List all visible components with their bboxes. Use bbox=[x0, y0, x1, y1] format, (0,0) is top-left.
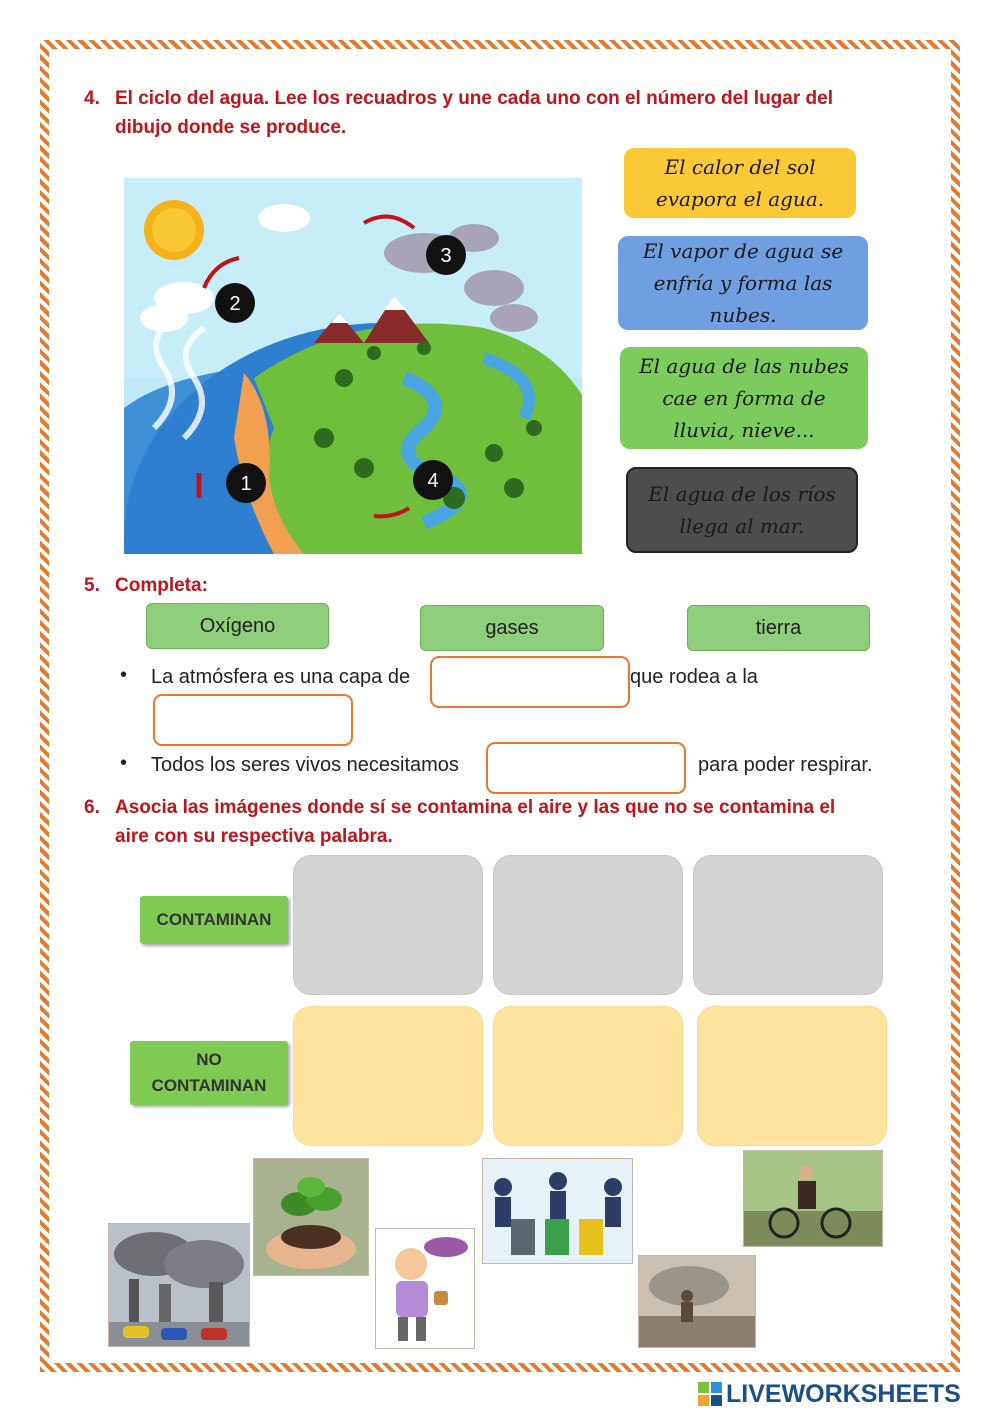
svg-text:1: 1 bbox=[240, 473, 252, 495]
drop-slot-no-contaminan-3[interactable] bbox=[697, 1006, 887, 1146]
svg-text:4: 4 bbox=[427, 470, 439, 492]
brand-logo bbox=[698, 1380, 961, 1408]
label-no-line2: CONTAMINAN bbox=[151, 1076, 267, 1095]
image-burning-trash[interactable] bbox=[638, 1255, 756, 1348]
card-precipitation[interactable] bbox=[620, 347, 868, 449]
image-cyclist[interactable] bbox=[743, 1150, 883, 1247]
svg-text:2: 2 bbox=[229, 293, 241, 315]
q6-line2: aire con su respectiva palabra. bbox=[115, 826, 393, 847]
image-recycling-bins[interactable] bbox=[482, 1158, 633, 1264]
drop-slot-contaminan-1[interactable] bbox=[293, 855, 483, 995]
card-runoff-text: El agua de los ríos llega al mar. bbox=[648, 482, 836, 538]
image-factory-smog[interactable] bbox=[108, 1223, 250, 1347]
card-runoff[interactable] bbox=[626, 467, 858, 553]
q6-number: 6. bbox=[84, 797, 100, 818]
liveworksheets-icon bbox=[698, 1382, 722, 1406]
bullet-1: • bbox=[120, 664, 128, 686]
card-condensation-text: El vapor de agua se enfría y forma las nubes. bbox=[642, 239, 844, 327]
q4-number: 4. bbox=[84, 88, 100, 109]
q5-number: 5. bbox=[84, 575, 100, 596]
card-condensation[interactable] bbox=[618, 236, 868, 330]
q6-line1: Asocia las imágenes donde sí se contamina el aire y las que no se contamina el bbox=[115, 797, 836, 818]
sentence1-part1: La atmósfera es una capa de bbox=[151, 666, 411, 688]
card-evaporation-text: El calor del sol evapora el agua. bbox=[655, 155, 825, 211]
sentence1-part2: que rodea a la bbox=[630, 666, 758, 688]
water-cycle-diagram bbox=[124, 178, 582, 554]
chip-gases[interactable]: gases bbox=[420, 605, 604, 651]
label-no-contaminan bbox=[130, 1041, 288, 1105]
q5-heading: Completa: bbox=[115, 575, 208, 596]
q4-line2: dibujo donde se produce. bbox=[115, 117, 347, 138]
q5-title bbox=[84, 571, 384, 600]
sentence2-part1: Todos los seres vivos necesitamos bbox=[151, 754, 459, 776]
label-contaminan: CONTAMINAN bbox=[140, 896, 288, 944]
brand-name: LIVEWORKSHEETS bbox=[726, 1379, 961, 1408]
marker-4 bbox=[413, 460, 453, 500]
drop-slot-no-contaminan-1[interactable] bbox=[293, 1006, 483, 1146]
marker-2 bbox=[215, 283, 255, 323]
marker-3 bbox=[426, 235, 466, 275]
svg-text:3: 3 bbox=[440, 245, 452, 267]
chip-oxigeno[interactable]: Oxígeno bbox=[146, 603, 329, 649]
image-hands-plant[interactable] bbox=[253, 1158, 369, 1276]
blank-1[interactable] bbox=[430, 656, 630, 708]
q6-title bbox=[84, 793, 914, 851]
marker-1 bbox=[226, 463, 266, 503]
bullet-2: • bbox=[120, 752, 128, 774]
q4-line1: El ciclo del agua. Lee los recuadros y une cada uno con el número del lugar del bbox=[115, 88, 833, 109]
blank-2[interactable] bbox=[153, 694, 353, 746]
chip-tierra[interactable]: tierra bbox=[687, 605, 870, 651]
image-smoker[interactable] bbox=[375, 1228, 475, 1349]
sentence2-part2: para poder respirar. bbox=[698, 754, 873, 776]
q4-title bbox=[84, 84, 904, 142]
drop-slot-contaminan-3[interactable] bbox=[693, 855, 883, 995]
label-no-line1: NO bbox=[196, 1050, 222, 1069]
card-precipitation-text: El agua de las nubes cae en forma de lluvia, nieve... bbox=[639, 354, 849, 442]
drop-slot-no-contaminan-2[interactable] bbox=[493, 1006, 683, 1146]
sun-icon bbox=[144, 200, 204, 260]
drop-slot-contaminan-2[interactable] bbox=[493, 855, 683, 995]
card-evaporation[interactable] bbox=[624, 148, 856, 218]
blank-3[interactable] bbox=[486, 742, 686, 794]
